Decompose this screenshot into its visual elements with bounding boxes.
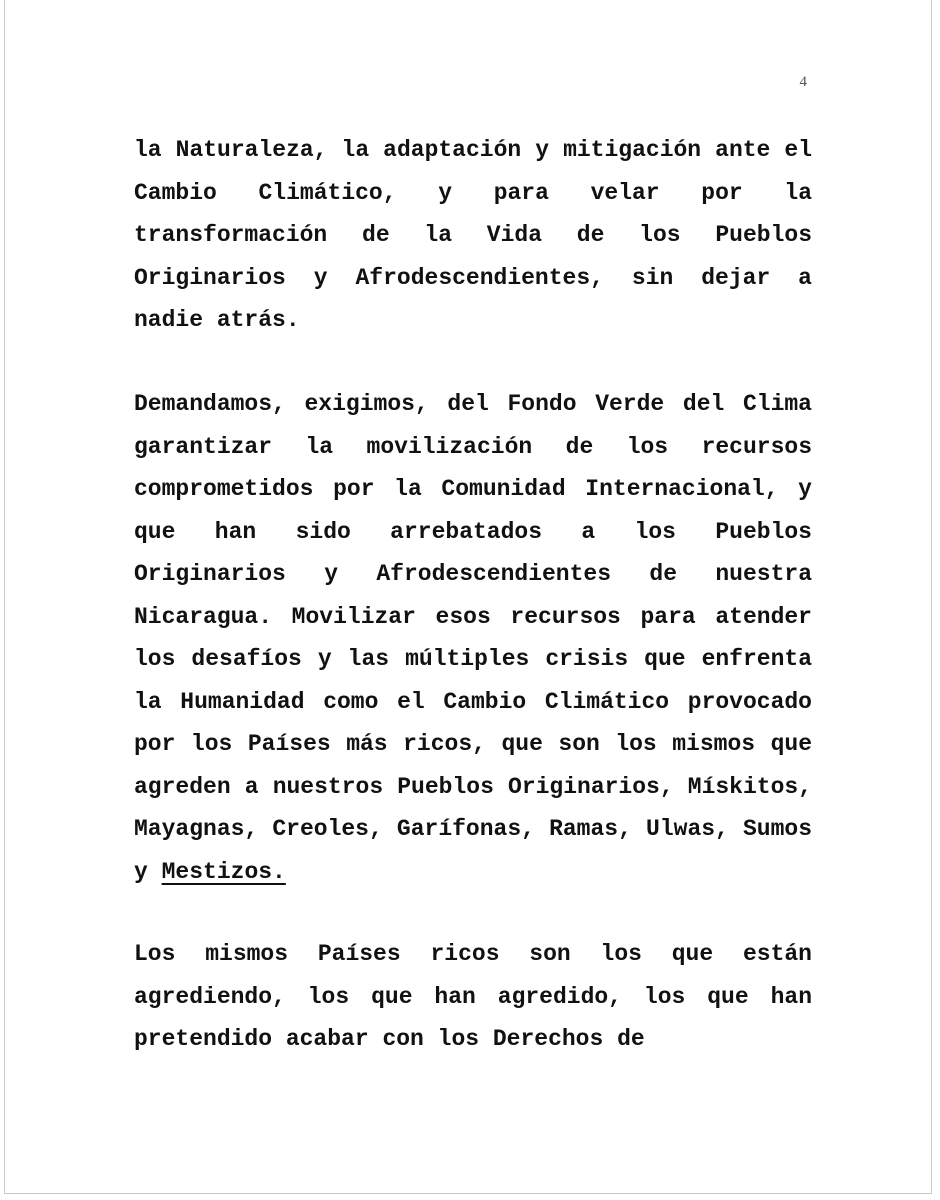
paragraph-3 xyxy=(134,933,812,1061)
paragraph-1 xyxy=(134,129,812,342)
paragraph-1-text: la Naturaleza, la adaptación y mitigación ante el Cambio Climático, y para velar por la transformación de la Vida de los Pueblos Originarios y Afrodescendientes, sin dejar a nadie atrás. xyxy=(134,137,812,333)
paragraph-2-text xyxy=(134,383,812,893)
paragraph-2-main: Demandamos, exigimos, del Fondo Verde del Clima garantizar la movilización de los recursos comprometidos por la Comunidad Internacional, y que han sido arrebatados a los Pueblos Originarios y Afrodescendientes de nuestra Nicaragua. Movilizar esos recursos para atender los desafíos y las múltiples crisis que enfrenta la Humanidad como el Cambio Climático provocado por los Países más ricos, que son los mismos que agreden a nuestros Pueblos Originarios, Mískitos, Mayagnas, Creoles, Garífonas, Ramas, Ulwas, Sumos y xyxy=(134,391,812,885)
paragraph-2 xyxy=(134,383,812,893)
paragraph-3-text: Los mismos Países ricos son los que están agrediendo, los que han agredido, los que han pretendido acabar con los Derechos de xyxy=(134,941,812,1052)
page-number: 4 xyxy=(799,74,807,90)
document-page xyxy=(4,0,932,1194)
underlined-word: Mestizos. xyxy=(161,858,286,885)
